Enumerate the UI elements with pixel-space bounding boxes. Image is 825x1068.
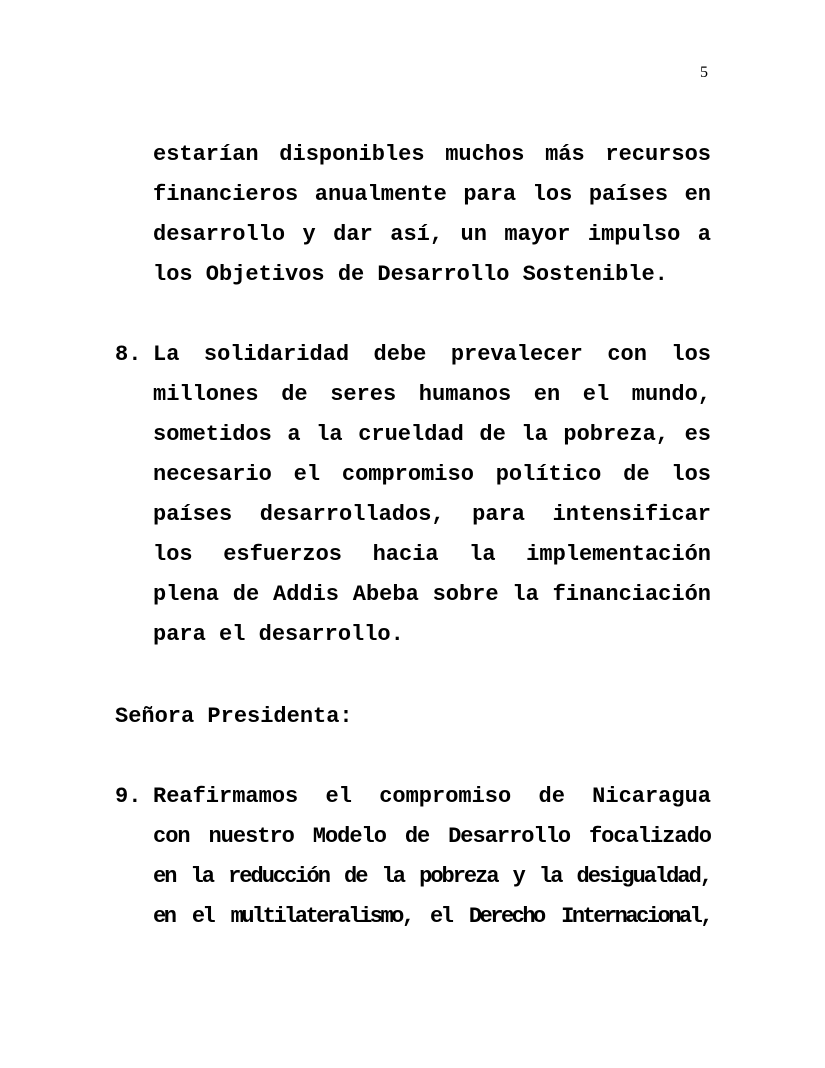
paragraph-line: los Objetivos de Desarrollo Sostenible. xyxy=(153,262,668,287)
paragraph-line: Reafirmamos el compromiso de Nicaragua xyxy=(153,784,711,809)
paragraph-line: los esfuerzos hacia la implementación xyxy=(153,542,711,567)
paragraph-line: en el multilateralismo, el Derecho Internacional, xyxy=(153,904,711,929)
paragraph-line: La solidaridad debe prevalecer con los xyxy=(153,342,711,367)
list-item-number: 9. xyxy=(115,784,142,809)
paragraph-line: para el desarrollo. xyxy=(153,622,404,647)
paragraph-line: estarían disponibles muchos más recursos xyxy=(153,142,711,167)
paragraph-line: sometidos a la crueldad de la pobreza, es xyxy=(153,422,711,447)
paragraph-line: plena de Addis Abeba sobre la financiación xyxy=(153,582,711,607)
salutation-heading: Señora Presidenta: xyxy=(115,704,353,729)
paragraph-line: millones de seres humanos en el mundo, xyxy=(153,382,711,407)
list-item-number: 8. xyxy=(115,342,142,367)
paragraph-line: en la reducción de la pobreza y la desigualdad, xyxy=(153,864,711,889)
paragraph-line: necesario el compromiso político de los xyxy=(153,462,711,487)
paragraph-line: desarrollo y dar así, un mayor impulso a xyxy=(153,222,711,247)
paragraph-line: países desarrollados, para intensificar xyxy=(153,502,711,527)
paragraph-line: con nuestro Modelo de Desarrollo focalizado xyxy=(153,824,711,849)
page-number: 5 xyxy=(700,64,708,81)
paragraph-line: financieros anualmente para los países en xyxy=(153,182,711,207)
